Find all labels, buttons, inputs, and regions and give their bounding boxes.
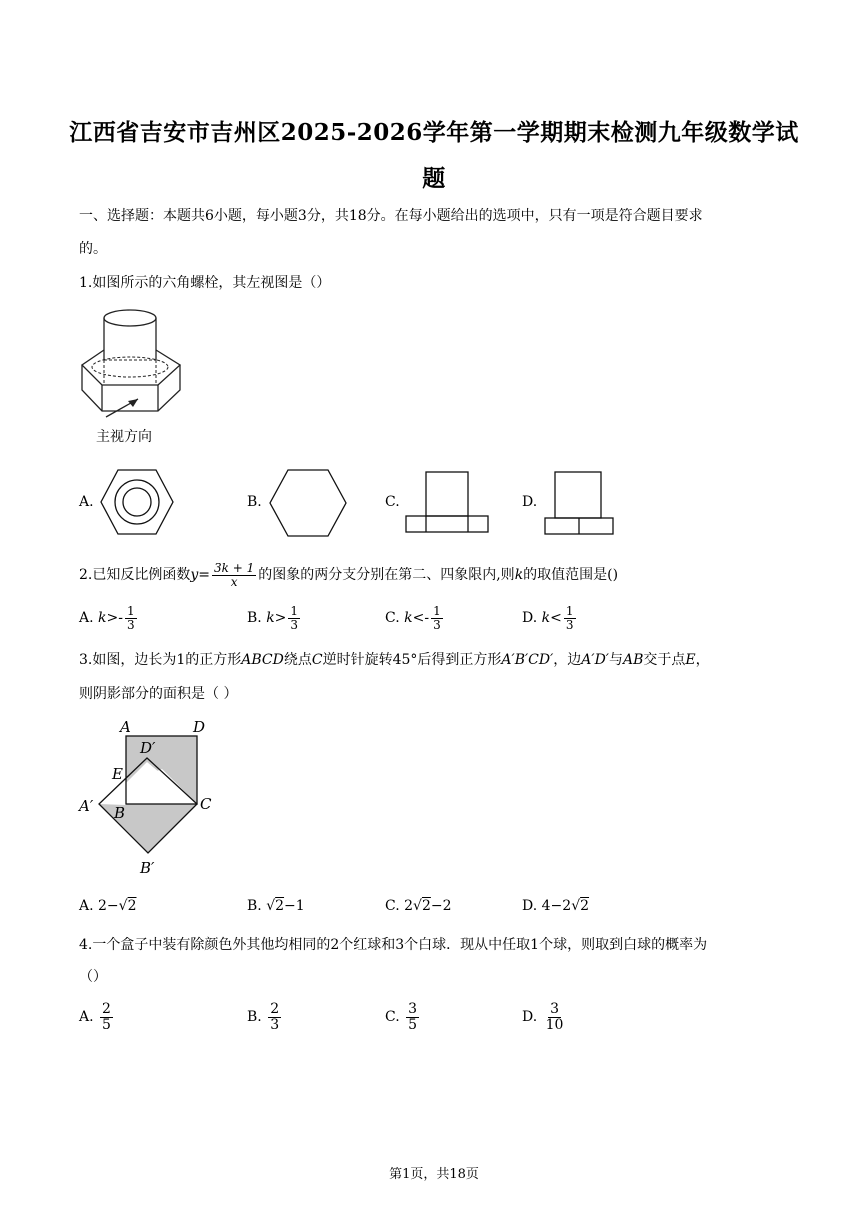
q3-option-d: D. 4−2√2 — [522, 898, 590, 914]
q3-option-c: C. 2√2−2 — [385, 898, 452, 914]
section-heading: 一、选择题：本题共6小题，每小题3分，共18分。在每小题给出的选项中，只有一项是符合题目要求 — [79, 208, 703, 224]
label-b-prime: B′ — [140, 859, 155, 877]
q4-option-d: D. $\frac{3}{10}$ — [522, 1001, 564, 1033]
q1-option-d-label: D. — [522, 494, 538, 510]
section-heading-continued: 的。 — [79, 241, 107, 257]
q2-option-b: B. k> $\frac{1}{3}$ — [247, 604, 299, 632]
q4-option-a: A. $\frac{2}{5}$ — [79, 1001, 111, 1033]
question-3-stem-continued: 则阴影部分的面积是（ ） — [79, 686, 238, 702]
label-d-prime: D′ — [140, 739, 156, 757]
q2-option-c: C. k<- $\frac{1}{3}$ — [385, 604, 441, 632]
page-title: 江西省吉安市吉州区2025-2026学年第一学期期末检测九年级数学试 — [69, 119, 799, 146]
q2-option-a: A. k>- $\frac{1}{3}$ — [79, 604, 135, 632]
rotated-square-figure — [76, 715, 226, 880]
hex-bolt-figure — [76, 305, 206, 450]
q1-option-d-view — [543, 470, 617, 536]
q1-option-c-label: C. — [385, 494, 400, 510]
q1-option-c-view — [404, 470, 490, 534]
q2-option-d: D. k< $\frac{1}{3}$ — [522, 604, 574, 632]
question-4-stem-continued: （） — [79, 969, 107, 985]
label-d: D — [193, 718, 206, 736]
question-2-stem: 2.已知反比例函数y= $\frac{3k + 1}{x}$ 的图象的两分支分别在第二、四象限内,则k的取值范围是() — [79, 561, 619, 589]
q1-option-b-hexagon — [268, 468, 348, 538]
q1-option-a-label: A. — [79, 494, 94, 510]
question-1-stem: 1.如图所示的六角螺栓，其左视图是（） — [79, 275, 331, 291]
q3-option-b: B. √2−1 — [247, 898, 305, 914]
page-title-continued: 题 — [422, 165, 446, 192]
q2-fraction: $\frac{3k + 1}{x}$ — [214, 561, 255, 589]
q4-option-b: B. $\frac{2}{3}$ — [247, 1001, 280, 1033]
label-a: A — [120, 718, 131, 736]
label-e: E — [112, 765, 123, 783]
q3-option-a: A. 2−√2 — [79, 898, 137, 914]
q4-option-c: C. $\frac{3}{5}$ — [385, 1001, 418, 1033]
q1-option-a-hexagon-with-circle — [100, 468, 175, 536]
q1-option-b-label: B. — [247, 494, 262, 510]
figure-label-main-view: 主视方向 — [96, 429, 152, 445]
page-footer: 第1页，共18页 — [389, 1167, 479, 1182]
label-c: C — [200, 795, 212, 813]
question-3-stem: 3.如图，边长为1的正方形ABCD绕点C逆时针旋转45°后得到正方形A′B′CD′，边A′D′与AB交于点E， — [79, 652, 710, 668]
label-b: B — [114, 804, 126, 822]
question-4-stem: 4.一个盒子中装有除颜色外其他均相同的2个红球和3个白球．现从中任取1个球，则取到白球的概率为 — [79, 937, 708, 953]
label-a-prime: A′ — [79, 797, 94, 815]
